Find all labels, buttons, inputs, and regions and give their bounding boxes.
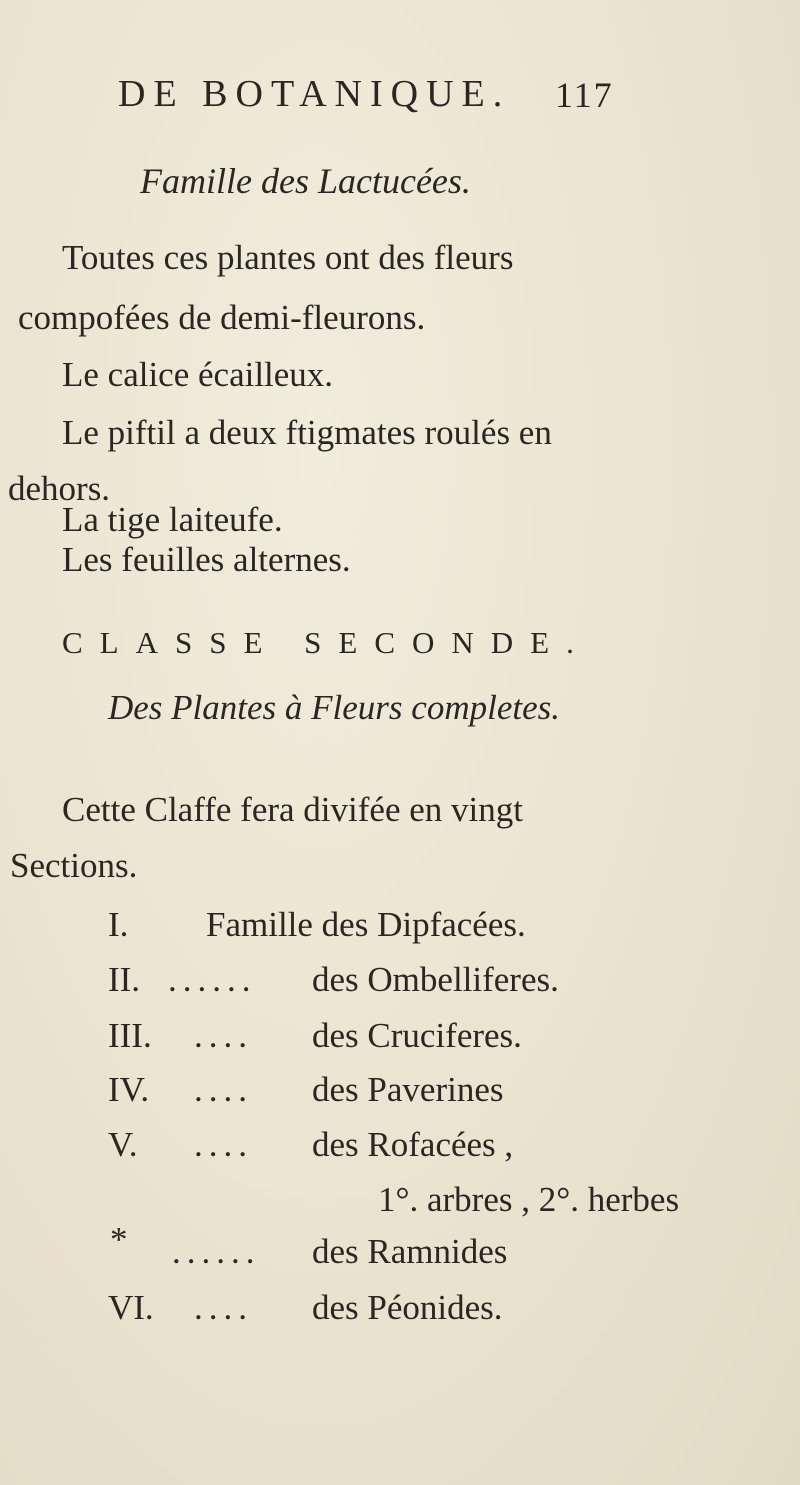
section-number: III. — [108, 1016, 152, 1055]
paragraph-line: Toutes ces plantes ont des fleurs — [62, 238, 514, 277]
family-subdivision: 1°. arbres , 2°. herbes — [378, 1180, 680, 1219]
section-number: I. — [108, 905, 129, 944]
section-title: Famille des Lactucées. — [140, 161, 471, 201]
intro-line: Sections. — [10, 846, 138, 885]
family-label: des Rofacées , — [312, 1125, 514, 1164]
asterisk-marker: * — [110, 1220, 128, 1259]
paragraph-line: Le calice écailleux. — [62, 355, 334, 394]
family-label: des Cruciferes. — [312, 1016, 522, 1055]
family-label: Famille des Dipfacées. — [206, 905, 526, 944]
section-number: IV. — [108, 1070, 150, 1109]
section-number: II. — [108, 960, 141, 999]
family-label: des Paverines — [312, 1070, 504, 1109]
leader-dots: ...... — [168, 960, 257, 999]
leader-dots: .... — [194, 1070, 253, 1109]
section-number: VI. — [108, 1288, 154, 1327]
family-label: des Péonides. — [312, 1288, 503, 1327]
classe-heading: CLASSE SECONDE. — [62, 625, 591, 660]
paragraph-line: Les feuilles alternes. — [62, 540, 351, 579]
family-label: des Ramnides — [312, 1232, 508, 1271]
running-title: DE BOTANIQUE. — [118, 73, 511, 115]
leader-dots: .... — [194, 1016, 253, 1055]
leader-dots: ...... — [172, 1232, 261, 1271]
intro-line: Cette Claffe fera divifée en vingt — [62, 790, 523, 829]
family-label: des Ombelliferes. — [312, 960, 559, 999]
page-number: 117 — [555, 75, 614, 115]
paragraph-line: La tige laiteufe. — [62, 500, 283, 539]
paragraph-line: Le piftil a deux ftigmates roulés en — [62, 413, 552, 452]
leader-dots: .... — [194, 1288, 253, 1327]
leader-dots: .... — [194, 1125, 253, 1164]
paragraph-line: dehors. — [8, 469, 111, 508]
paragraph-line: compofées de demi-fleurons. — [18, 298, 426, 337]
section-number: V. — [108, 1125, 138, 1164]
classe-subtitle: Des Plantes à Fleurs completes. — [108, 688, 560, 727]
